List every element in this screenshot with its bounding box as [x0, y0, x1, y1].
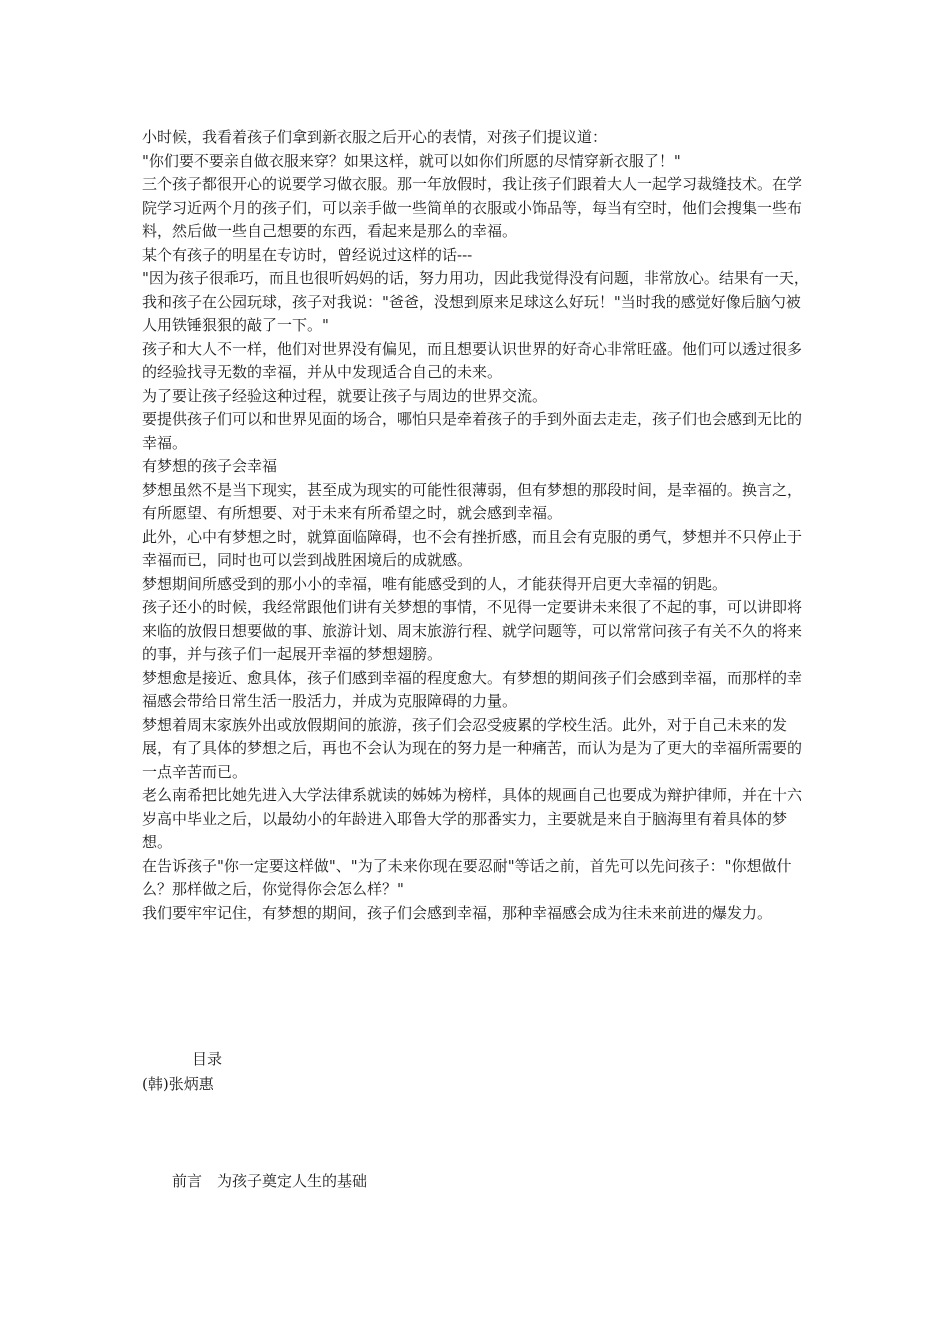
toc-entry-preface: 前言 为孩子奠定人生的基础 [172, 1172, 368, 1190]
paragraph: 孩子和大人不一样，他们对世界没有偏见，而且想要认识世界的好奇心非常旺盛。他们可以透过很多的经验找寻无数的幸福，并从中发现适合自己的未来。 [142, 339, 803, 381]
paragraph: 梦想愈是接近、愈具体，孩子们感到幸福的程度愈大。有梦想的期间孩子们会感到幸福，而那样的幸福感会带给日常生活一股活力，并成为克服障碍的力量。 [142, 668, 803, 710]
section-heading: 有梦想的孩子会幸福 [142, 457, 278, 475]
paragraph: 梦想期间所感受到的那小小的幸福，唯有能感受到的人，才能获得开启更大幸福的钥匙。 [142, 574, 728, 593]
paragraph: 要提供孩子们可以和世界见面的场合，哪怕只是牵着孩子的手到外面去走走，孩子们也会感到无比的幸福。 [142, 410, 803, 452]
toc-title: 目录 [192, 1050, 223, 1068]
paragraph: 孩子还小的时候，我经常跟他们讲有关梦想的事情，不见得一定要讲未来很了不起的事，可以讲即将来临的放假日想要做的事、旅游计划、周末旅游行程、就学问题等，可以常常问孩子有关不久的将来的事，并与孩子们一起展开幸福的梦想翅膀。 [142, 598, 803, 663]
paragraph: "因为孩子很乖巧，而且也很听妈妈的话，努力用功，因此我觉得没有问题，非常放心。结果有一天，我和孩子在公园玩球，孩子对我说："爸爸，没想到原来足球这么好玩！"当时我的感觉好像后脑勺被人用铁锤狠狠的敲了一下。" [142, 269, 809, 334]
paragraph: 老么南希把比她先进入大学法律系就读的姊姊为榜样，具体的规画自己也要成为辩护律师，并在十六岁高中毕业之后，以最幼小的年龄进入耶鲁大学的那番实力，主要就是来自于脑海里有着具体的梦想。 [142, 786, 803, 851]
paragraph: 梦想着周末家族外出或放假期间的旅游，孩子们会忍受疲累的学校生活。此外，对于自己未来的发展，有了具体的梦想之后，再也不会认为现在的努力是一种痛苦，而认为是为了更大的幸福所需要的一点辛苦而已。 [142, 715, 803, 781]
paragraph: "你们要不要亲自做衣服来穿？如果这样，就可以如你们所愿的尽情穿新衣服了！" [142, 151, 681, 170]
paragraph: 我们要牢牢记住，有梦想的期间，孩子们会感到幸福，那种幸福感会成为往未来前进的爆发力。 [142, 903, 773, 922]
paragraph: 为了要让孩子经验这种过程，就要让孩子与周边的世界交流。 [142, 386, 548, 405]
paragraph: 小时候，我看着孩子们拿到新衣服之后开心的表情，对孩子们提议道： [142, 128, 608, 146]
paragraph: 某个有孩子的明星在专访时，曾经说过这样的话--- [142, 245, 473, 264]
paragraph: 在告诉孩子"你一定要这样做"、"为了未来你现在要忍耐"等话之前，首先可以先问孩子："你想做什么？那样做之后，你觉得你会怎么样？" [142, 856, 792, 898]
author-line: (韩)张炳惠 [142, 1075, 214, 1093]
paragraph: 三个孩子都很开心的说要学习做衣服。那一年放假时，我让孩子们跟着大人一起学习裁缝技术。在学院学习近两个月的孩子们，可以亲手做一些简单的衣服或小饰品等，每当有空时，他们会搜集一些布料，然后做一些自己想要的东西，看起来是那么的幸福。 [142, 175, 803, 240]
article-body [142, 126, 814, 925]
paragraph: 此外，心中有梦想之时，就算面临障碍，也不会有挫折感，而且会有克服的勇气，梦想并不只停止于幸福而已，同时也可以尝到战胜困境后的成就感。 [142, 527, 803, 569]
paragraph: 梦想虽然不是当下现实，甚至成为现实的可能性很薄弱，但有梦想的那段时间，是幸福的。换言之，有所愿望、有所想要、对于未来有所希望之时，就会感到幸福。 [142, 480, 803, 522]
